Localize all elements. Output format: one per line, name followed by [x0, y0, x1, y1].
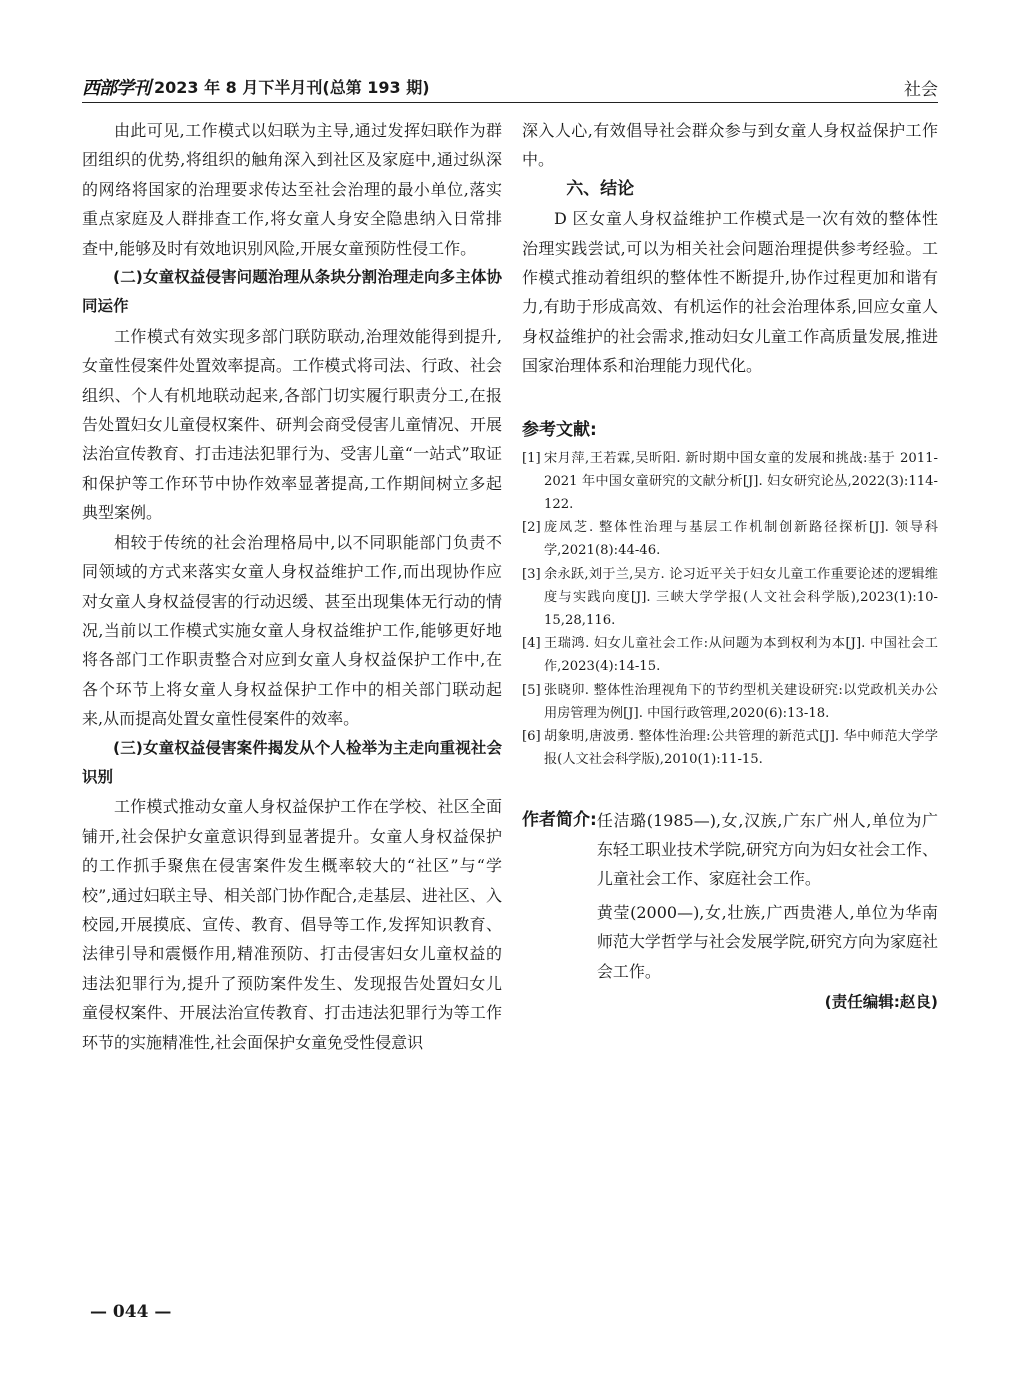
- section-name: 社会: [904, 80, 938, 100]
- references-title: 参考文献:: [522, 419, 597, 440]
- paragraph: D 区女童人身权益维护工作模式是一次有效的整体性治理实践尝试,可以为相关社会问题治理提供参考经验。工作模式推动着组织的整体性不断提升,协作过程更加和谐有力,有助于形成高效、有机运作的社会治理体系,回应女童人身权益维护的社会需求,推动妇女儿童工作高质量发展,推进国家治理体系和治理能力现代化。: [522, 209, 938, 376]
- page-header: [82, 72, 938, 103]
- paragraph: 工作模式推动女童人身权益保护工作在学校、社区全面铺开,社会保护女童意识得到显著提升。女童人身权益保护的工作抓手聚焦在侵害案件发生概率较大的“社区”与“学校”,通过妇联主导、相关部门协作配合,走基层、进社区、入校园,开展摸底、宣传、教育、倡导等工作,发挥知识教育、法律引导和震慑作用,精准预防、打击侵害妇女儿童权益的违法犯罪行为,提升了预防案件发生、发现报告处置妇女儿童侵权案件、开展法治宣传教育、打击违法犯罪行为等工作环节的实施精准性,社会面保护女童免受性侵意识: [82, 797, 502, 1052]
- paragraph: 深入人心,有效倡导社会群众参与到女童人身权益保护工作中。: [522, 121, 938, 170]
- page-number: — 044 —: [90, 1302, 172, 1322]
- reference-text: 余永跃,刘于兰,吴方. 论习近平关于妇女儿童工作重要论述的逻辑维度与实践向度[J]. 三峡大学学报(人文社会科学版),2023(1):10-15,28,116.: [544, 566, 938, 629]
- reference-text: 宋月萍,王若霖,吴昕阳. 新时期中国女童的发展和挑战:基于 2011-2021 年中国女童研究的文献分析[J]. 妇女研究论丛,2022(3):114-122.: [544, 450, 938, 513]
- subsection-heading-2: (二)女童权益侵害问题治理从条块分割治理走向多主体协同运作: [82, 268, 502, 316]
- author-texts: [597, 806, 938, 986]
- reference-item: [522, 516, 938, 562]
- reference-text: 庞凤芝. 整体性治理与基层工作机制创新路径探析[J]. 领导科学,2021(8):44-46.: [544, 520, 938, 559]
- reference-number: [2]: [522, 520, 541, 536]
- conclusion-heading: 六、结论: [566, 178, 635, 199]
- author-bio: [522, 806, 938, 986]
- author-2-bio: 黄莹(2000—),女,壮族,广西贵港人,单位为华南师范大学哲学与社会发展学院,研究方向为家庭社会工作。: [596, 902, 938, 981]
- reference-number: [6]: [522, 729, 541, 745]
- reference-text: 胡象明,唐波勇. 整体性治理:公共管理的新范式[J]. 华中师范大学学报(人文社会科学版),2010(1):11-15.: [544, 729, 938, 768]
- journal-logo: 西部学刊: [82, 78, 150, 99]
- author-label: 作者简介:: [522, 809, 597, 830]
- reference-text: 张晓卯. 整体性治理视角下的节约型机关建设研究:以党政机关办公用房管理为例[J]. 中国行政管理,2020(6):13-18.: [544, 682, 938, 721]
- paragraph: 工作模式有效实现多部门联防联动,治理效能得到提升,女童性侵案件处置效率提高。工作模式将司法、行政、社会组织、个人有机地联动起来,各部门切实履行职责分工,在报告处置妇女儿童侵权案件、研判会商受侵害儿童情况、开展法治宣传教育、打击违法犯罪行为、受害儿童“一站式”取证和保护等工作环节中协作效率显著提高,工作期间树立多起典型案例。: [82, 326, 502, 523]
- issue-info: 2023 年 8 月下半月刊(总第 193 期): [154, 78, 430, 97]
- author-1-bio: 任洁璐(1985—),女,汉族,广东广州人,单位为广东轻工职业技术学院,研究方向为妇女社会工作、儿童社会工作、家庭社会工作。: [596, 810, 938, 889]
- reference-number: [1]: [522, 450, 541, 466]
- paragraph: 相较于传统的社会治理格局中,以不同职能部门负责不同领域的方式来落实女童人身权益维护工作,而出现协作应对女童人身权益侵害的行动迟缓、甚至出现集体无行动的情况,当前以工作模式实施女童人身权益维护工作,能够更好地将各部门工作职责整合对应到女童人身权益保护工作中,在各个环节上将女童人身权益保护工作中的相关部门联动起来,从而提高处置女童性侵案件的效率。: [82, 532, 502, 729]
- reference-number: [5]: [522, 682, 541, 698]
- reference-item: [522, 632, 938, 678]
- reference-item: [522, 725, 938, 771]
- reference-item: [522, 563, 938, 633]
- left-column: [82, 116, 502, 1057]
- reference-text: 王瑞鸿. 妇女儿童社会工作:从问题为本到权利为本[J]. 中国社会工作,2023(4):14-15.: [544, 636, 938, 675]
- reference-item: [522, 679, 938, 725]
- right-column: [522, 116, 938, 1017]
- responsible-editor: (责任编辑:赵良): [824, 992, 938, 1011]
- references-list: [522, 447, 938, 772]
- reference-number: [4]: [522, 636, 541, 652]
- reference-item: [522, 447, 938, 517]
- reference-number: [3]: [522, 566, 541, 582]
- subsection-heading-3: (三)女童权益侵害案件揭发从个人检举为主走向重视社会识别: [82, 738, 502, 786]
- paragraph: 由此可见,工作模式以妇联为主导,通过发挥妇联作为群团组织的优势,将组织的触角深入到社区及家庭中,通过纵深的网络将国家的治理要求传达至社会治理的最小单位,落实重点家庭及人群排查工作,将女童人身安全隐患纳入日常排查中,能够及时有效地识别风险,开展女童预防性侵工作。: [82, 121, 502, 258]
